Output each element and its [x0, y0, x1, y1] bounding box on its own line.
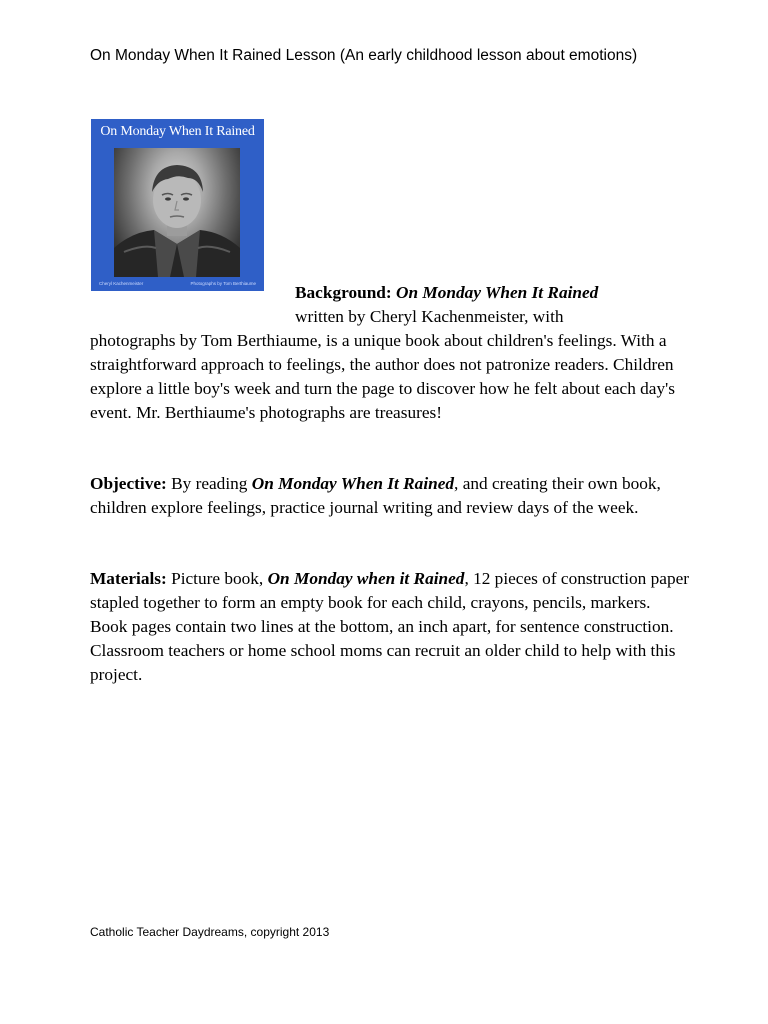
- background-body: photographs by Tom Berthiaume, is a unique book about children's feelings. With a straightforward approach to feelings, the author does not patronize readers. Children explore a little boy's week and turn the page to discover how he felt about each day's event. Mr. Berthiaume's photographs are treasures!: [90, 331, 675, 422]
- cover-title: On Monday When It Rained: [100, 124, 255, 139]
- background-book-title: On Monday When It Rained: [396, 283, 599, 302]
- background-line2: written by Cheryl Kachenmeister, with: [295, 307, 564, 326]
- objective-book-title: On Monday When It Rained: [251, 474, 455, 493]
- materials-book-title: On Monday when it Rained: [267, 569, 465, 588]
- boy-portrait-illustration: [114, 148, 240, 277]
- materials-label: Materials:: [90, 569, 167, 588]
- cover-photo-credit: Photographs by Tom Berthiaume: [190, 281, 256, 286]
- materials-text-after: , 12 pieces of construction paper stapled together to form an empty book for each child, crayons, pencils, markers. Book pages contain two lines at the bottom, an inch apart, for sentence construction. Classroom teachers or home school moms can recruit an older child to help with this project.: [90, 569, 690, 684]
- boy-photo: [114, 148, 240, 277]
- objective-label: Objective:: [90, 474, 167, 493]
- book-cover-image: [91, 119, 264, 291]
- cover-author-credit: Cheryl Kachenmeister: [99, 281, 144, 286]
- cover-credits: [99, 281, 256, 286]
- objective-text-before: By reading: [166, 474, 252, 493]
- footer-copyright: Catholic Teacher Daydreams, copyright 2013: [90, 925, 330, 939]
- materials-text-before: Picture book,: [166, 569, 268, 588]
- background-heading-line: [295, 281, 695, 329]
- objective-text-after: , and creating their own book, children explore feelings, practice journal writing and review days of the week.: [90, 474, 661, 517]
- page-title: On Monday When It Rained Lesson (An early childhood lesson about emotions): [90, 47, 638, 64]
- background-label: Background:: [295, 283, 392, 302]
- objective-paragraph: [90, 472, 690, 520]
- materials-paragraph: [90, 567, 690, 687]
